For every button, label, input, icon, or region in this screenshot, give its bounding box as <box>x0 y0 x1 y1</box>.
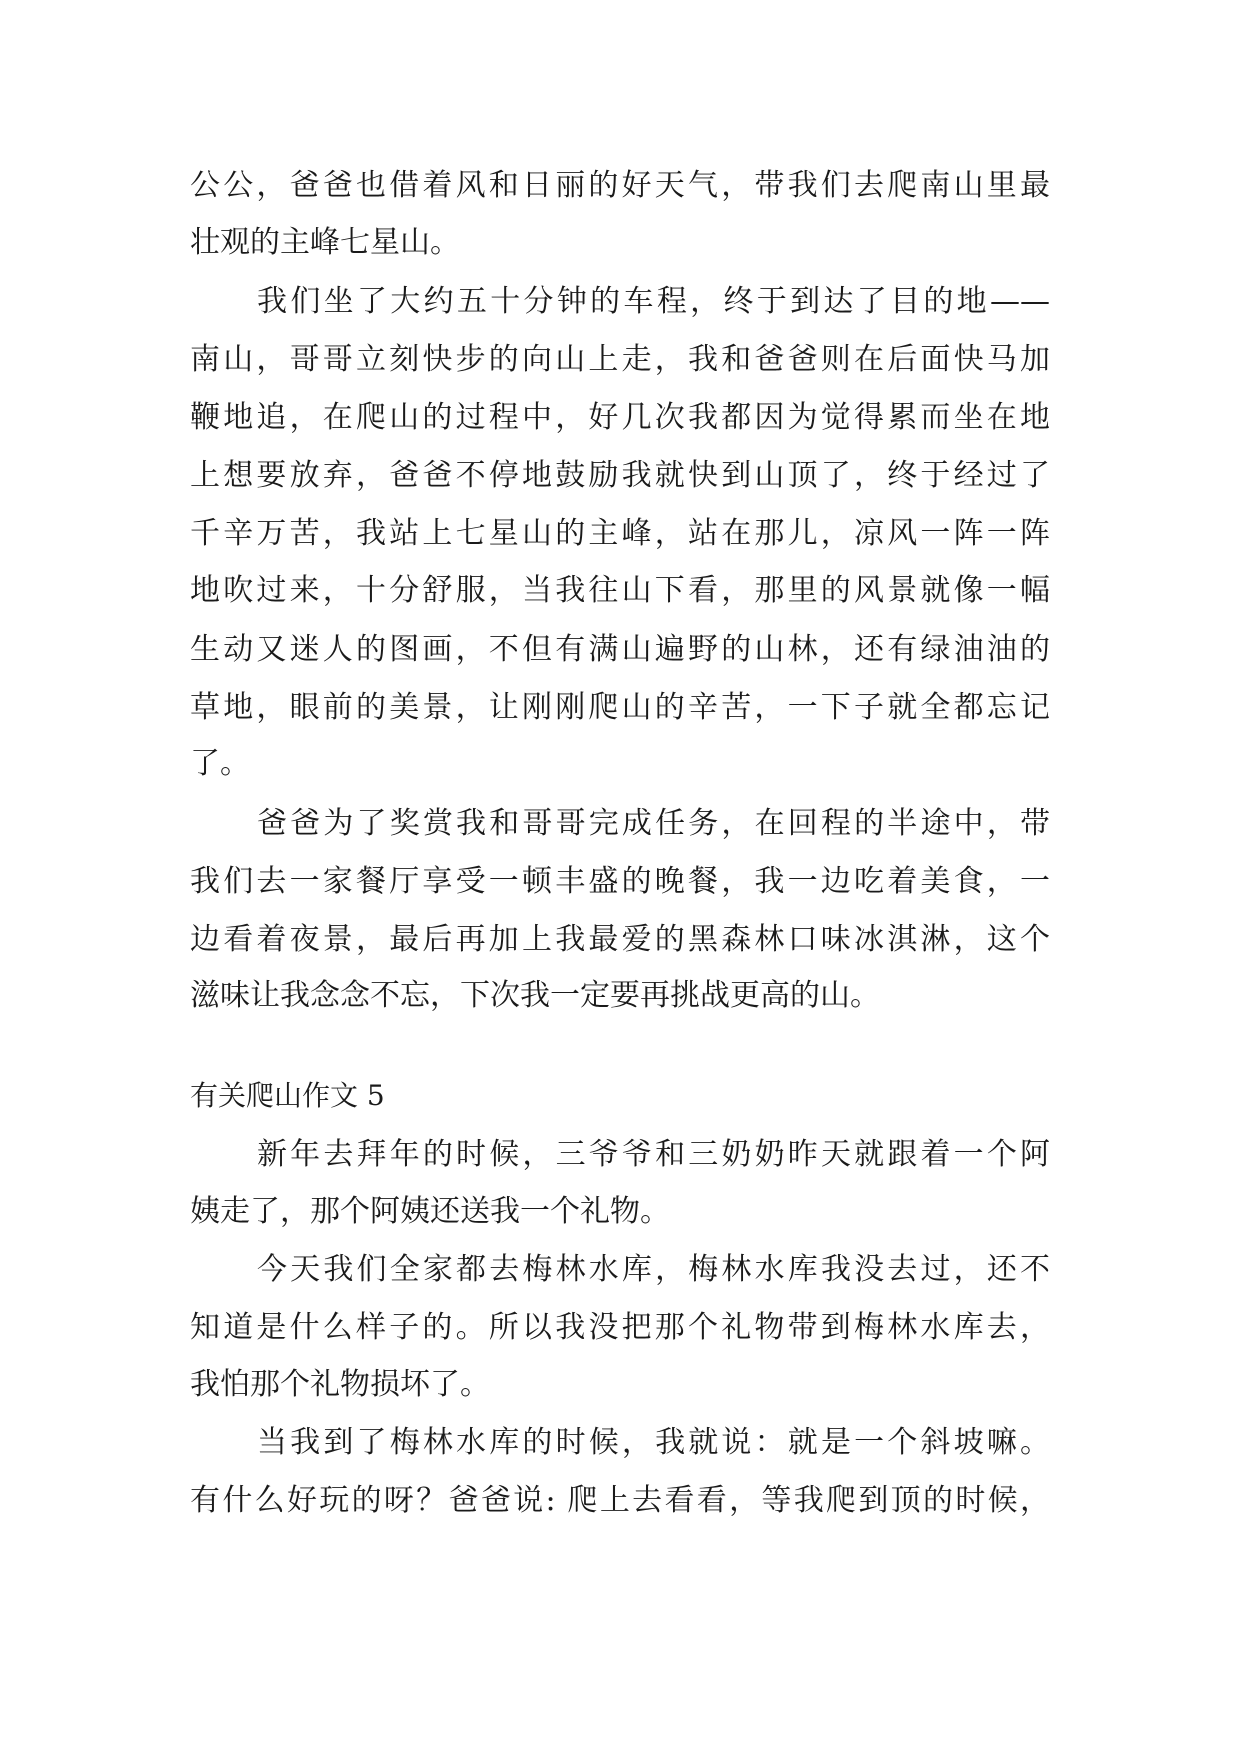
text-line: 我们坐了大约五十分钟的车程，终于到达了目的地—— <box>257 284 1050 319</box>
text-line: 新年去拜年的时候，三爷爷和三奶奶昨天就跟着一个阿 <box>257 1137 1050 1172</box>
text-line: 知道是什么样子的。所以我没把那个礼物带到梅林水库去， <box>190 1310 1050 1345</box>
text-line: 我们去一家餐厅享受一顿丰盛的晚餐，我一边吃着美食，一 <box>190 864 1050 899</box>
text-line: 边看着夜景，最后再加上我最爱的黑森林口味冰淇淋，这个 <box>190 922 1050 957</box>
section-heading: 有关爬山作文 5 <box>190 1079 385 1112</box>
text-line: 我怕那个礼物损坏了。 <box>190 1367 490 1402</box>
text-line: 南山，哥哥立刻快步的向山上走，我和爸爸则在后面快马加 <box>190 342 1050 377</box>
text-line: 滋味让我念念不忘，下次我一定要再挑战更高的山。 <box>190 978 880 1013</box>
text-line: 今天我们全家都去梅林水库，梅林水库我没去过，还不 <box>257 1252 1050 1287</box>
text-line: 上想要放弃，爸爸不停地鼓励我就快到山顶了，终于经过了 <box>190 458 1050 493</box>
text-line: 鞭地追，在爬山的过程中，好几次我都因为觉得累而坐在地 <box>190 400 1050 435</box>
text-line: 公公，爸爸也借着风和日丽的好天气，带我们去爬南山里最 <box>190 168 1050 203</box>
text-line: 千辛万苦，我站上七星山的主峰，站在那儿，凉风一阵一阵 <box>190 516 1050 551</box>
text-line: 当我到了梅林水库的时候，我就说：就是一个斜坡嘛。 <box>257 1425 1050 1460</box>
text-line: 生动又迷人的图画，不但有满山遍野的山林，还有绿油油的 <box>190 632 1050 667</box>
text-line: 姨走了，那个阿姨还送我一个礼物。 <box>190 1194 670 1229</box>
text-line: 了。 <box>190 746 250 781</box>
text-line: 地吹过来，十分舒服，当我往山下看，那里的风景就像一幅 <box>190 573 1050 608</box>
text-line: 壮观的主峰七星山。 <box>190 225 460 260</box>
text-line: 草地，眼前的美景，让刚刚爬山的辛苦，一下子就全都忘记 <box>190 690 1050 725</box>
text-line: 爸爸为了奖赏我和哥哥完成任务，在回程的半途中，带 <box>257 806 1050 841</box>
text-line: 有什么好玩的呀？爸爸说: 爬上去看看，等我爬到顶的时候， <box>190 1483 1050 1518</box>
